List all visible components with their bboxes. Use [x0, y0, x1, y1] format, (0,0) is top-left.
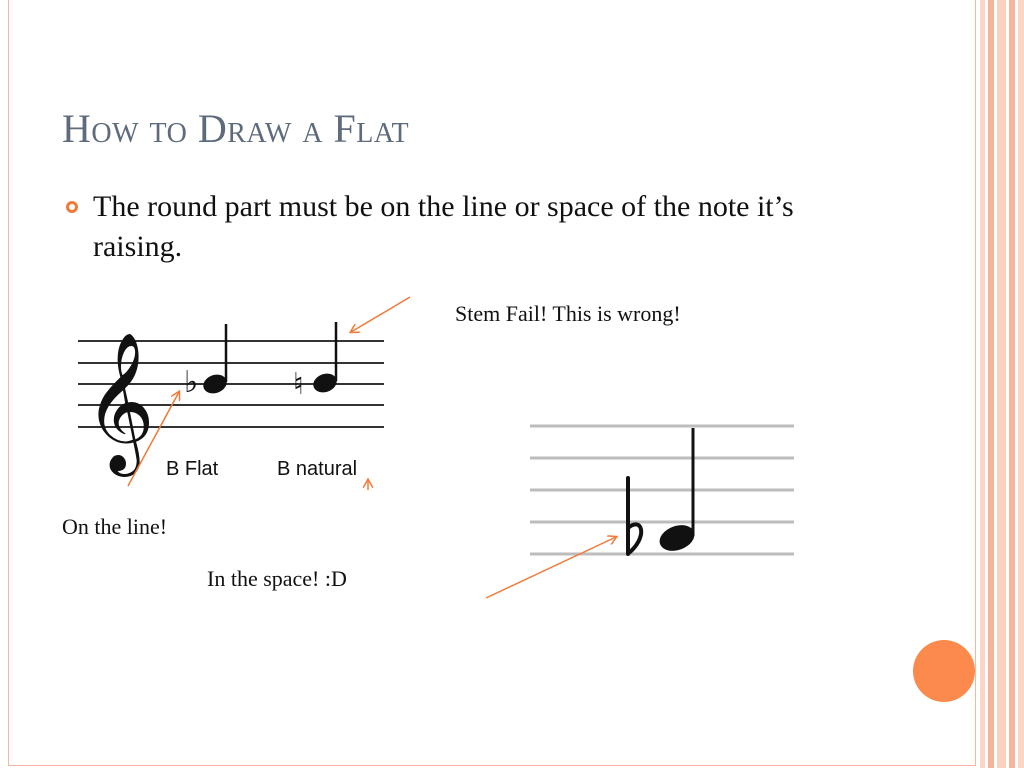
flat-sign-icon: ♭ [184, 365, 199, 400]
label-b-natural: B natural [277, 458, 358, 480]
slide-title: How to Draw a Flat [62, 106, 410, 151]
treble-clef-icon: 𝄞 [84, 332, 155, 471]
annotation-on-the-line: On the line! [62, 514, 168, 539]
arrow-wrong-flat [486, 537, 616, 598]
arrow-stem-fail [351, 297, 410, 332]
label-b-flat: B Flat [166, 458, 219, 480]
annotation-stem-fail: Stem Fail! This is wrong! [455, 301, 681, 326]
bullet-text: The round part must be on the line or space of the note it’s raising. [93, 190, 794, 263]
arrow-on-line [128, 392, 179, 486]
annotation-in-the-space: In the space! :D [207, 566, 347, 591]
natural-sign-icon: ♮ [293, 367, 304, 402]
